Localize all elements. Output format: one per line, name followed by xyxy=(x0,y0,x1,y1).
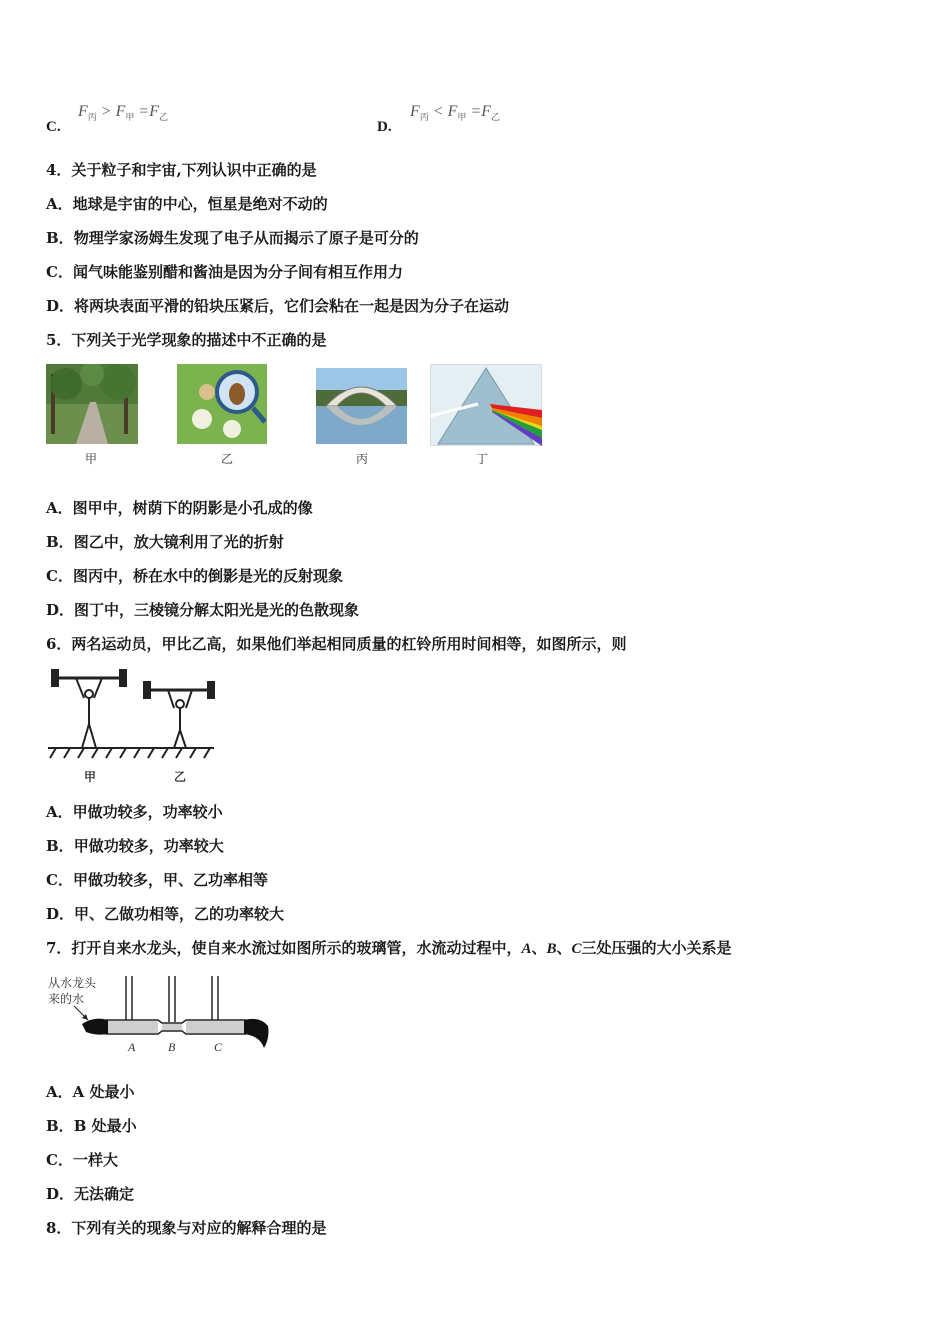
q7-point-b: B xyxy=(168,1040,176,1054)
q5-option-c[interactable]: C．图丙中，桥在水中的倒影是光的反射现象 xyxy=(46,567,343,585)
q4-option-a[interactable]: A．地球是宇宙的中心，恒星是绝对不动的 xyxy=(46,195,328,213)
q7-option-b[interactable]: B．B 处最小 xyxy=(46,1117,137,1135)
q4-stem: 4．关于粒子和宇宙,下列认识中正确的是 xyxy=(46,161,317,179)
q7-point-c: C xyxy=(214,1040,223,1054)
q7-point-a: A xyxy=(128,1040,136,1054)
q5-caption-jia: 甲 xyxy=(85,452,98,466)
q6-option-c[interactable]: C．甲做功较多，甲、乙功率相等 xyxy=(46,871,268,889)
q7-option-d[interactable]: D．无法确定 xyxy=(46,1185,135,1203)
q3-option-c-label: C. xyxy=(46,119,61,135)
q5-option-a[interactable]: A．图甲中，树荫下的阴影是小孔成的像 xyxy=(46,499,313,517)
q5-caption-bing: 丙 xyxy=(356,452,369,466)
q5-option-b[interactable]: B．图乙中，放大镜利用了光的折射 xyxy=(46,533,284,551)
q5-stem: 5．下列关于光学现象的描述中不正确的是 xyxy=(46,331,327,349)
q5-caption-ding: 丁 xyxy=(476,452,489,466)
q3-option-c-formula: $F_丙 > F_甲 =F_乙$ xyxy=(78,103,168,123)
q6-option-a[interactable]: A．甲做功较多，功率较小 xyxy=(46,803,223,821)
q3-option-d-formula: $F_丙 < F_甲 =F_乙$ xyxy=(410,103,500,123)
q8-stem: 8．下列有关的现象与对应的解释合理的是 xyxy=(46,1219,327,1237)
q5-caption-yi: 乙 xyxy=(221,452,234,466)
q5-figure-ding-prism xyxy=(430,364,542,446)
q3-option-d-label: D. xyxy=(377,119,392,135)
q7-figure-label-line1: 从水龙头 xyxy=(48,976,97,990)
q7-figure-label-line2: 来的水 xyxy=(48,992,85,1006)
q5-figure-bing-bridge-reflection xyxy=(316,368,407,444)
q5-option-d[interactable]: D．图丁中，三棱镜分解太阳光是光的色散现象 xyxy=(46,601,360,619)
q6-stem: 6．两名运动员，甲比乙高，如果他们举起相同质量的杠铃所用时间相等，如图所示，则 xyxy=(46,635,627,653)
q6-caption-yi: 乙 xyxy=(174,770,187,784)
q6-option-b[interactable]: B．甲做功较多，功率较大 xyxy=(46,837,224,855)
q6-figure-weightlifters xyxy=(46,668,218,768)
q4-option-c[interactable]: C．闻气味能鉴别醋和酱油是因为分子间有相互作用力 xyxy=(46,263,403,281)
q4-option-b[interactable]: B．物理学家汤姆生发现了电子从而揭示了原子是可分的 xyxy=(46,229,419,247)
q7-option-c[interactable]: C．一样大 xyxy=(46,1151,118,1169)
q5-figure-yi-magnifier xyxy=(177,364,267,444)
q6-caption-jia: 甲 xyxy=(84,770,97,784)
q6-option-d[interactable]: D．甲、乙做功相等，乙的功率较大 xyxy=(46,905,285,923)
q4-option-d[interactable]: D．将两块表面平滑的铅块压紧后，它们会粘在一起是因为分子在运动 xyxy=(46,297,510,315)
q5-figure-jia-tree-shade xyxy=(46,364,138,444)
q7-stem: 7．打开自来水龙头，使自来水流过如图所示的玻璃管，水流动过程中，A、B、C三处压强的大小关系是 xyxy=(46,939,732,957)
q7-option-a[interactable]: A．A 处最小 xyxy=(46,1083,135,1101)
